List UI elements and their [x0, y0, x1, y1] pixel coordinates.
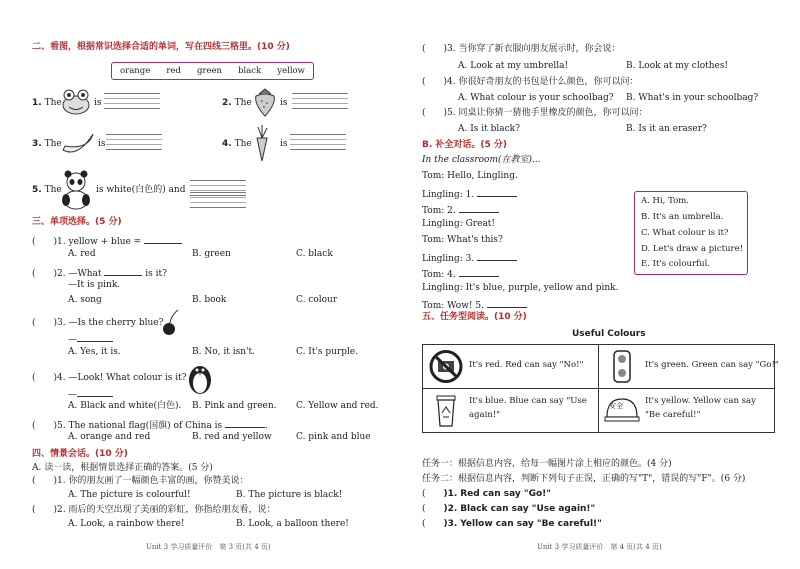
- option-a: A. orange and red: [68, 432, 151, 442]
- q-number: )3.: [443, 44, 456, 54]
- q-number: )1.: [53, 237, 66, 247]
- task2-instruction: 任务二：根据信息内容，判断下列句子正误，正确的写"T"，错误的写"F"。(6 分): [422, 474, 746, 484]
- tf-question-1: ( )1. Red can say "Go!": [422, 489, 551, 499]
- q-stem: —Is the cherry blue?: [68, 318, 164, 328]
- option-a: A. Look, a rainbow there!: [68, 519, 185, 529]
- q-stem: Black can say "Use again!": [460, 504, 596, 514]
- item-number: 2.: [222, 98, 232, 108]
- option-item: E. It's colourful.: [641, 259, 711, 269]
- q-stem: The national flag(国旗) of China is: [68, 421, 223, 431]
- dialog-line: Tom: What's this?: [422, 235, 503, 245]
- option-a: A. Black and white(白色).: [68, 401, 182, 411]
- q-number: )3.: [443, 519, 458, 529]
- helmet-label: 安全: [609, 402, 623, 410]
- situation-question-2: ( )2. 雨后的天空出现了美丽的彩虹，你指给朋友看，说：: [32, 505, 276, 515]
- word-bank: [111, 62, 314, 80]
- answer-blank[interactable]: [104, 266, 142, 276]
- answer-blank[interactable]: [487, 298, 527, 308]
- colour-cell-red: [423, 345, 599, 389]
- useful-colours-table: [422, 344, 779, 433]
- dialog-line: [422, 298, 527, 312]
- no-photo-sign-icon[interactable]: [428, 349, 464, 384]
- q-stem: 当你穿了新衣服向朋友展示时，你会说：: [458, 44, 621, 54]
- page-footer-left: Unit 3 学习质量评价 第 3 页(共 4 页): [146, 543, 271, 551]
- picture-item-4: [222, 139, 252, 150]
- option-box: [634, 191, 748, 275]
- word-bank-item: green: [196, 66, 222, 76]
- item-the: The: [234, 139, 252, 149]
- option-b: B. The picture is black!: [236, 490, 343, 500]
- q-number: )1.: [53, 476, 66, 486]
- option-a: A. Is it black?: [458, 124, 520, 134]
- option-c: C. black: [296, 249, 333, 259]
- strawberry-icon: [252, 86, 278, 118]
- word-bank-item: red: [166, 66, 181, 76]
- situation-question-1: ( )1. 你的朋友画了一幅颜色丰富的画，你赞美说：: [32, 476, 249, 486]
- q-number: )3.: [53, 318, 66, 328]
- item5-text: [96, 185, 186, 196]
- cell-text: again!": [469, 410, 501, 420]
- answer-blank[interactable]: [225, 418, 265, 428]
- word-bank-item: yellow: [277, 66, 305, 76]
- section2-title: 二、看图，根据常识选择合适的单词，写在四线三格里。(10 分): [32, 42, 290, 52]
- q3-line2: [68, 332, 113, 346]
- q-stem: yellow + blue =: [68, 237, 142, 247]
- colour-cell-blue: [423, 389, 599, 433]
- dialog-text: Lingling: 3.: [422, 254, 475, 264]
- dialog-line: Lingling: Great!: [422, 219, 496, 229]
- mc-question-2: ( )2. —What is it?: [32, 266, 167, 280]
- dialog-line: Lingling: It's blue, purple, yellow and pink.: [422, 283, 619, 293]
- option-a: A. Yes, it is.: [68, 347, 121, 357]
- writing-lines-4[interactable]: [290, 134, 346, 150]
- tf-question-2: ( )2. Black can say "Use again!": [422, 504, 596, 514]
- situation-question-5: ( )5. 同桌让你猜一猜他手里橡皮的颜色，你可以问：: [422, 108, 648, 118]
- item-the: The: [44, 185, 62, 195]
- dialog-line: Tom: Hello, Lingling.: [422, 171, 518, 181]
- option-b: B. book: [192, 295, 227, 305]
- item-the: The: [234, 98, 252, 108]
- panda-icon: [58, 170, 94, 210]
- dialog-line: [422, 251, 517, 265]
- word-bank-item: orange: [120, 66, 151, 76]
- traffic-light-icon[interactable]: [604, 349, 640, 384]
- option-b: B. red and yellow: [192, 432, 272, 442]
- cell-text: It's green. Green can say "Go!": [645, 360, 779, 370]
- q-stem-line2: —: [68, 335, 77, 345]
- writing-lines-2[interactable]: [292, 93, 348, 109]
- dialog-line: [422, 187, 517, 201]
- word-bank-item: black: [238, 66, 262, 76]
- recycle-bin-icon[interactable]: [428, 393, 464, 428]
- q-number: )1.: [443, 489, 458, 499]
- item-number: 4.: [222, 139, 232, 149]
- q4-line2: [68, 387, 113, 401]
- item-is: is: [94, 98, 102, 108]
- option-a: A. Look at my umbrella!: [458, 61, 569, 71]
- option-b: B. Look, a balloon there!: [236, 519, 349, 529]
- item-the: The: [44, 98, 62, 108]
- q-stem: 你的朋友画了一幅颜色丰富的画，你赞美说：: [68, 476, 249, 486]
- item-the: The: [44, 139, 62, 149]
- dialog-setting: In the classroom(在教室)...: [422, 155, 541, 165]
- q-number: )2.: [53, 269, 66, 279]
- section4-title: 四、情景会话。(10 分): [32, 449, 128, 459]
- option-b: B. green: [192, 249, 231, 259]
- q-stem: 同桌让你猜一猜他手里橡皮的颜色，你可以问：: [458, 108, 648, 118]
- cell-text: It's yellow. Yellow can say: [645, 396, 756, 406]
- option-item: A. Hi, Tom.: [641, 196, 689, 206]
- answer-blank[interactable]: [144, 234, 182, 244]
- option-item: B. It's an umbrella.: [641, 212, 724, 222]
- q-stem-end: is it?: [145, 269, 167, 279]
- item-number: 5.: [32, 185, 42, 195]
- dialog-text: Lingling: 1.: [422, 190, 475, 200]
- q-number: )4.: [443, 77, 456, 87]
- option-c: C. It's purple.: [296, 347, 359, 357]
- writing-lines-3[interactable]: [106, 134, 162, 150]
- answer-blank[interactable]: [459, 267, 499, 277]
- q-number: )4.: [53, 373, 66, 383]
- q-number: )5.: [443, 108, 456, 118]
- table-title: Useful Colours: [572, 329, 646, 339]
- answer-blank[interactable]: [477, 251, 517, 261]
- carrot-icon: [250, 124, 274, 162]
- writing-lines-1[interactable]: [104, 93, 160, 109]
- picture-item-2: [222, 98, 252, 109]
- frog-icon: [60, 86, 92, 116]
- tf-question-3: ( )3. Yellow can say "Be careful!": [422, 519, 602, 529]
- option-c: C. colour: [296, 295, 338, 305]
- option-b: B. Look at my clothes!: [626, 61, 729, 71]
- banana-icon: [60, 128, 96, 158]
- writing-lines-5b[interactable]: [190, 192, 246, 208]
- mc-question-4: ( )4. —Look! What colour is it?: [32, 373, 187, 383]
- q-stem: Yellow can say "Be careful!": [460, 519, 602, 529]
- answer-blank[interactable]: [77, 332, 113, 342]
- option-a: A. What colour is your schoolbag?: [458, 93, 614, 103]
- q-stem: 雨后的天空出现了美丽的彩虹，你指给朋友看，说：: [68, 505, 276, 515]
- cell-text: "Be careful!": [645, 410, 701, 420]
- q-stem-line2: —It is pink.: [68, 280, 121, 290]
- mc-question-1: ( )1. yellow + blue =: [32, 234, 182, 248]
- mc-question-5: ( )5. The national flag(国旗) of China is .: [32, 418, 268, 432]
- option-a: A. The picture is colourful!: [68, 490, 191, 500]
- q-stem-line2: —: [68, 390, 77, 400]
- q-stem: 你很好奇朋友的书包是什么颜色，你可以问：: [458, 77, 639, 87]
- q-number: )2.: [53, 505, 66, 515]
- option-item: C. What colour is it?: [641, 228, 729, 238]
- colour-cell-yellow: [599, 389, 775, 433]
- q-stem: —What: [68, 269, 102, 279]
- cell-text: It's red. Red can say "No!": [469, 360, 584, 370]
- situation-question-4: ( )4. 你很好奇朋友的书包是什么颜色，你可以问：: [422, 77, 639, 87]
- item-number: 3.: [32, 139, 42, 149]
- situation-question-3: ( )3. 当你穿了新衣服向朋友展示时，你会说：: [422, 44, 621, 54]
- option-c: C. Yellow and red.: [296, 401, 379, 411]
- answer-blank[interactable]: [477, 187, 517, 197]
- item-is: is: [280, 139, 288, 149]
- answer-blank[interactable]: [459, 203, 499, 213]
- sectionB-title: B. 补全对话。(5 分): [422, 140, 508, 150]
- cherry-icon: [160, 308, 182, 336]
- picture-item-3: [32, 139, 62, 150]
- picture-item-1: [32, 98, 62, 109]
- item-is: is: [280, 98, 288, 108]
- option-b: B. Pink and green.: [192, 401, 277, 411]
- q-stem: —Look! What colour is it?: [68, 373, 187, 383]
- dialog-text: Tom: 4.: [422, 270, 456, 280]
- item-number: 1.: [32, 98, 42, 108]
- option-item: D. Let's draw a picture!: [641, 244, 744, 254]
- option-a: A. red: [68, 249, 96, 259]
- item5-sentence: is white(白色的) and: [96, 185, 186, 195]
- option-c: C. pink and blue: [296, 432, 371, 442]
- q-number: )5.: [53, 421, 66, 431]
- q-stem: Red can say "Go!": [460, 489, 551, 499]
- section4a-instruction: A. 读一读，根据情景选择正确的答案。(5 分): [32, 463, 213, 473]
- option-b: B. What's in your schoolbag?: [626, 93, 759, 103]
- mc-question-3: ( )3. —Is the cherry blue?: [32, 318, 164, 328]
- dialog-line: [422, 203, 499, 217]
- option-b: B. No, it isn't.: [192, 347, 255, 357]
- penguin-icon: [186, 360, 214, 396]
- answer-blank[interactable]: [77, 387, 113, 397]
- colour-cell-green: [599, 345, 779, 389]
- item-is: is: [98, 139, 106, 149]
- task1-instruction: 任务一：根据信息内容，给每一幅图片涂上相应的颜色。(4 分): [422, 459, 672, 469]
- option-b: B. Is it an eraser?: [626, 124, 707, 134]
- dialog-text: Tom: 2.: [422, 206, 456, 216]
- dialog-line: [422, 267, 499, 281]
- section3-title: 三、单项选择。(5 分): [32, 217, 122, 227]
- page-footer-right: Unit 3 学习质量评价 第 4 页(共 4 页): [537, 543, 662, 551]
- dialog-text: Tom: Wow! 5.: [422, 301, 484, 311]
- section5-title: 五、任务型阅读。(10 分): [422, 312, 527, 322]
- option-a: A. song: [68, 295, 102, 305]
- q-number: )2.: [443, 504, 458, 514]
- cell-text: It's blue. Blue can say "Use: [469, 396, 587, 406]
